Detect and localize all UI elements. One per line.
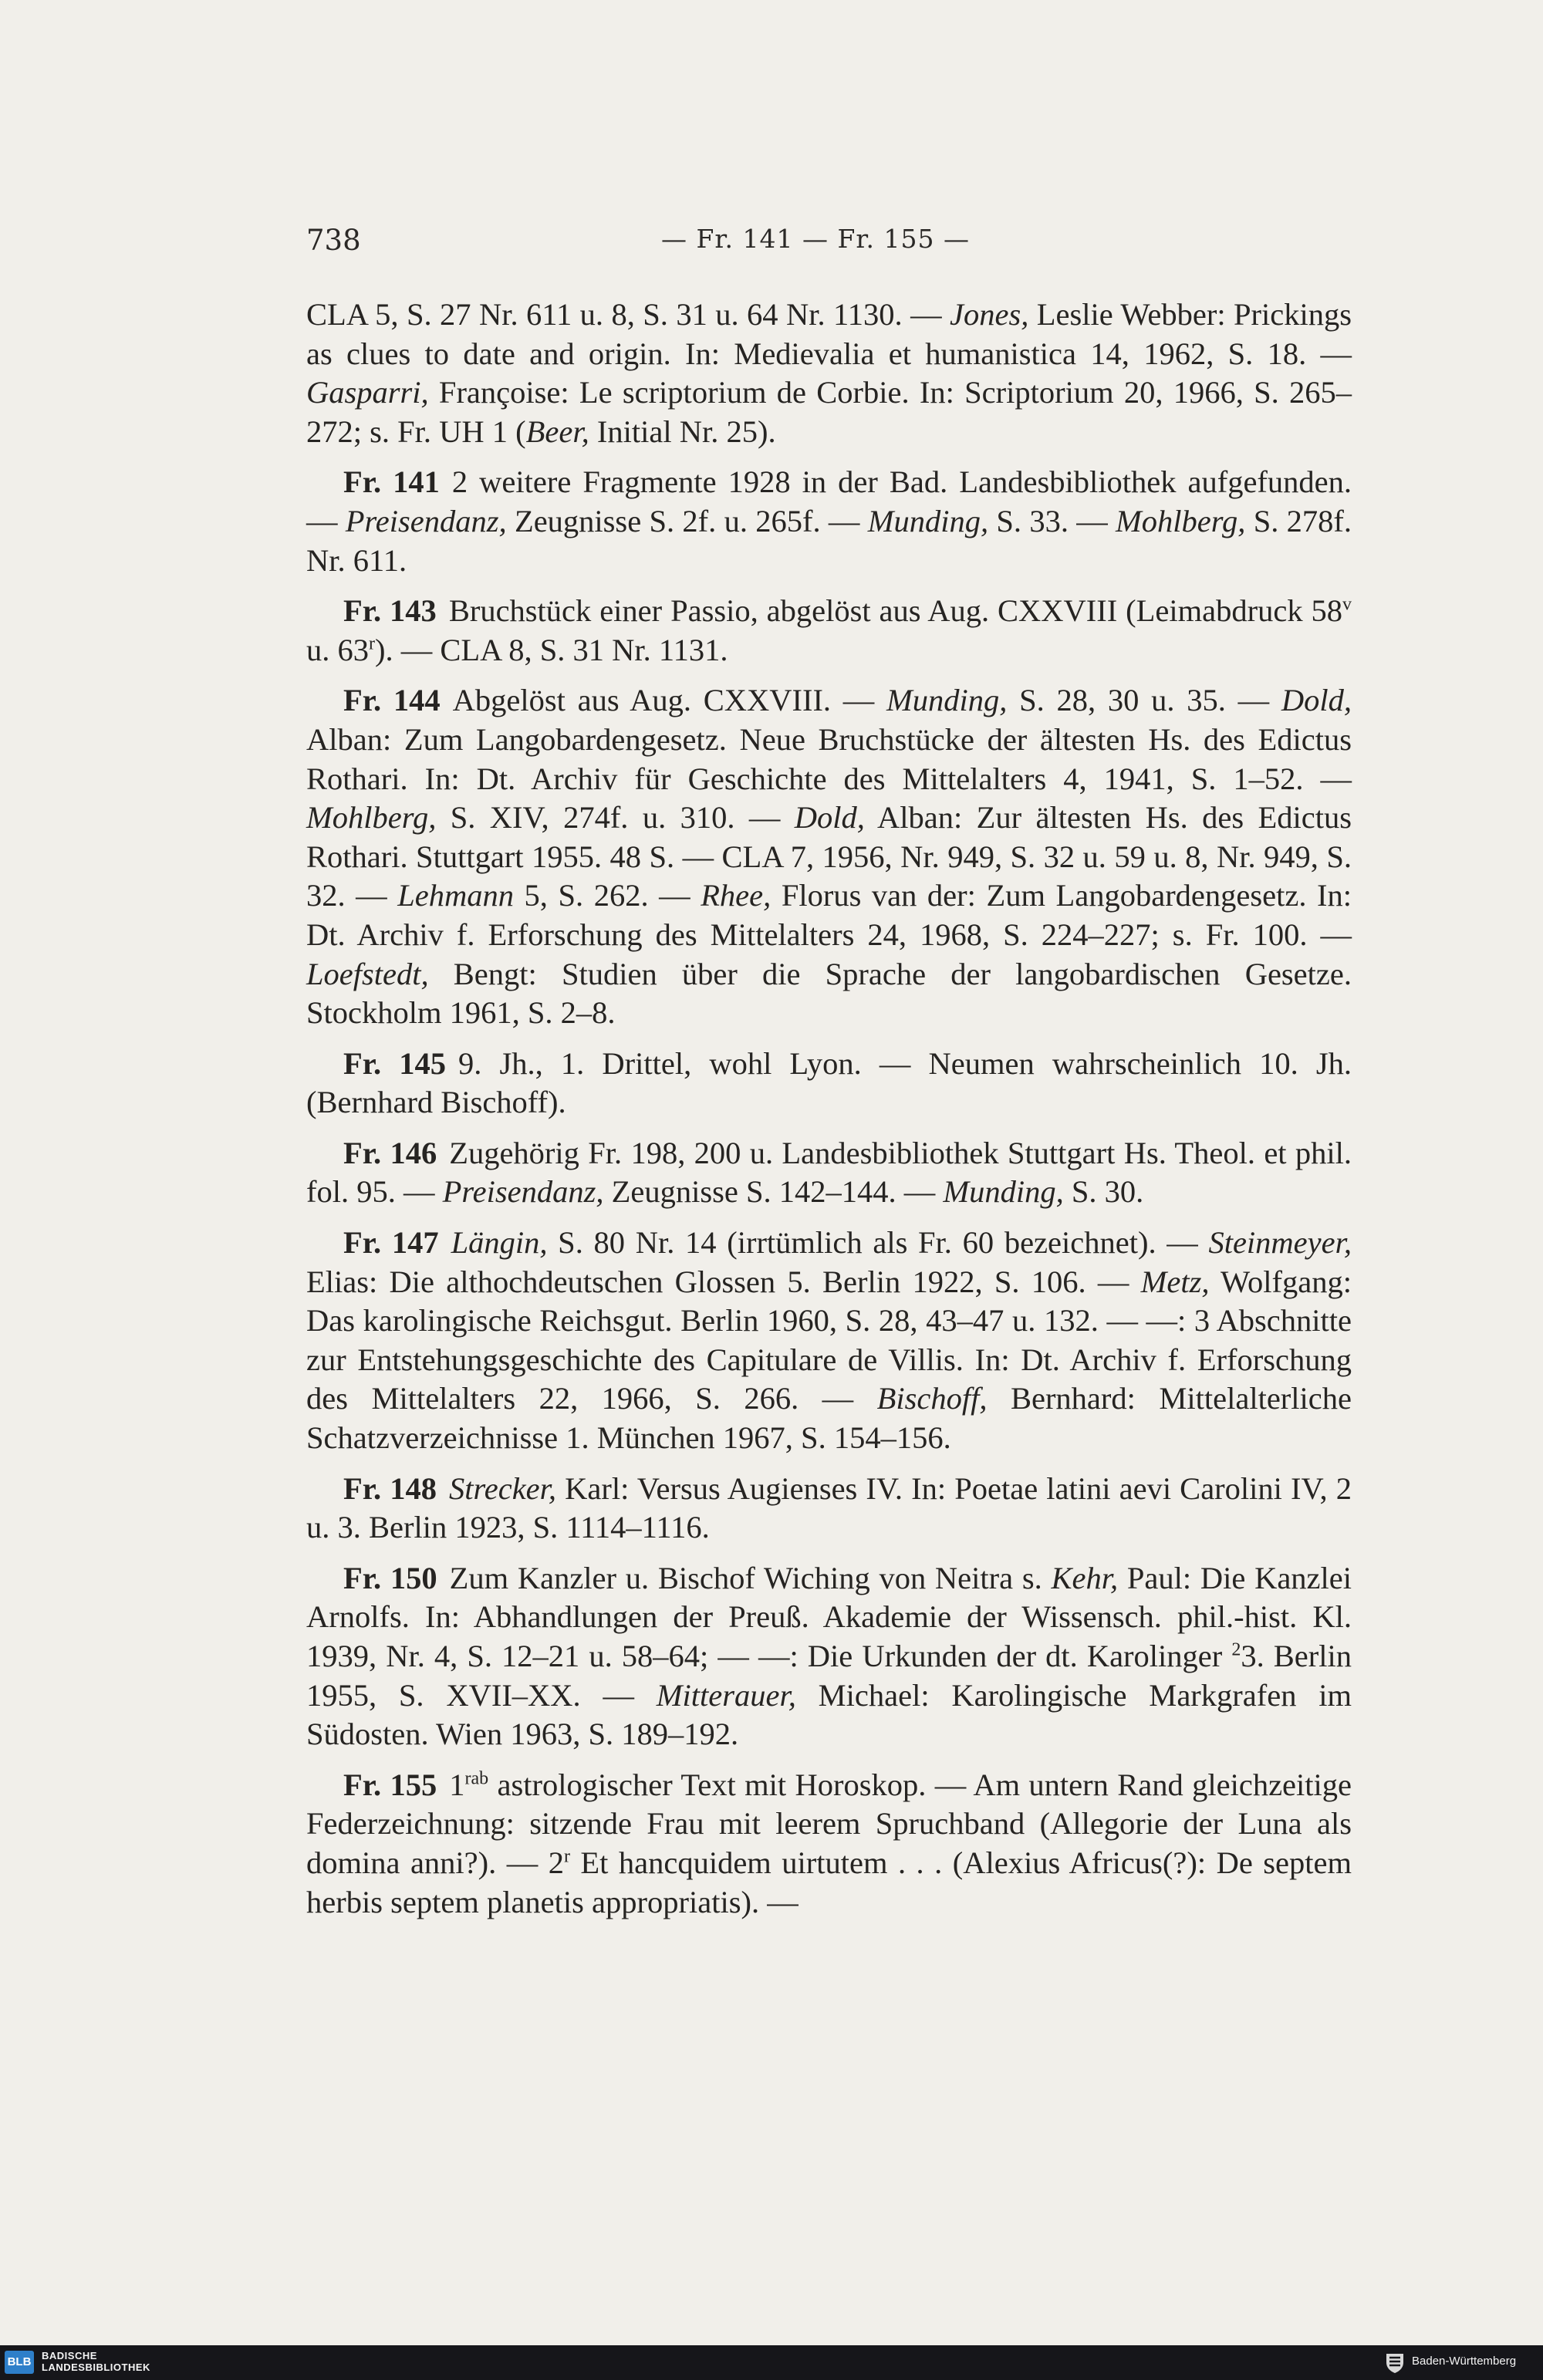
- baden-wuerttemberg-coat-of-arms-icon[interactable]: [1383, 2351, 1406, 2375]
- entry-text: Längin, S. 80 Nr. 14 (irrtümlich als Fr. 60 bezeichnet). — Steinmeyer, Elias: Die althochdeutschen Glossen 5. Berlin 1922, S. 106. — Metz, Wolfgang: Das karolingische Reichsgut. Berlin 1960, S. 28, 43–47 u. 132. — —: 3 Abschnitte zur Entstehungsgeschichte des Capitulare de Villis. In: Dt. Archiv f. Erforschung des Mittelalters 22, 1966, S. 266. — Bischoff, Bernhard: Mittelalterliche Schatzverzeichnisse 1. München 1967, S. 154–156.: [306, 1225, 1352, 1456]
- page-header: [306, 224, 1352, 270]
- entry-id: Fr. 146: [343, 1135, 437, 1170]
- entry-id: Fr. 147: [343, 1225, 439, 1261]
- body-text: [306, 295, 1352, 1933]
- entry-text: Zugehörig Fr. 198, 200 u. Landesbibliothek Stuttgart Hs. Theol. et phil. fol. 95. — Preisendanz, Zeugnisse S. 142–144. — Munding, S. 30.: [306, 1135, 1352, 1210]
- bibliography-entry: [306, 1559, 1352, 1754]
- entry-id: Fr. 155: [343, 1767, 437, 1802]
- entry-text: Zum Kanzler u. Bischof Wiching von Neitra s. Kehr, Paul: Die Kanzlei Arnolfs. In: Abhandlungen der Preuß. Akademie der Wissensch. phil.-hist. Kl. 1939, Nr. 4, S. 12–21 u. 58–64; — —: Die Urkunden der dt. Karolinger $^2$3. Berlin 1955, S. XVII–XX. — Mitterauer, Michael: Karolingische Markgrafen im Südosten. Wien 1963, S. 189–192.: [306, 1560, 1352, 1752]
- state-name: Baden-Württemberg: [1412, 2355, 1517, 2368]
- entry-id: Fr. 141: [343, 464, 440, 500]
- entry-text: 9. Jh., 1. Drittel, wohl Lyon. — Neumen wahrscheinlich 10. Jh. (Bernhard Bischoff).: [306, 1045, 1352, 1120]
- entry-text: Bruchstück einer Passio, abgelöst aus Aug. CXXVIII (Leimabdruck 58$^v$ u. 63$^r$). — CLA 8, S. 31 Nr. 1131.: [306, 593, 1352, 667]
- blb-logo[interactable]: BLB: [5, 2351, 34, 2374]
- entry-text: $1^{rab}$ astrologischer Text mit Horoskop. — Am untern Rand gleichzeitige Federzeichnung: sitzende Frau mit leerem Spruchband (Allegorie der Luna als domina anni?). — 2$^r$ Et hancquidem uirtutem . . . (Alexius Africus(?): De septem herbis septem planetis appropriatis). —: [306, 1767, 1352, 1919]
- library-name: [42, 2350, 150, 2373]
- bibliography-entry: [306, 1045, 1352, 1122]
- bibliography-entry: [306, 1224, 1352, 1458]
- entry-text: Strecker, Karl: Versus Augienses IV. In: Poetae latini aevi Carolini IV, 2 u. 3. Berlin 1923, S. 1114–1116.: [306, 1470, 1352, 1545]
- bibliography-entry: [306, 1470, 1352, 1548]
- entry-text: 2 weitere Fragmente 1928 in der Bad. Landesbibliothek aufgefunden. — Preisendanz, Zeugnisse S. 2f. u. 265f. — Munding, S. 33. — Mohlberg, S. 278f. Nr. 611.: [306, 464, 1352, 578]
- entry-id: Fr. 150: [343, 1560, 437, 1595]
- entry-id: Fr. 145: [343, 1045, 446, 1081]
- entry-text: Abgelöst aus Aug. CXXVIII. — Munding, S. 28, 30 u. 35. — Dold, Alban: Zum Langobardengesetz. Neue Bruchstücke der ältesten Hs. des Edictus Rothari. In: Dt. Archiv für Geschichte des Mittelalters 4, 1941, S. 1–52. — Mohlberg, S. XIV, 274f. u. 310. — Dold, Alban: Zur ältesten Hs. des Edictus Rothari. Stuttgart 1955. 48 S. — CLA 7, 1956, Nr. 949, S. 32 u. 59 u. 8, Nr. 949, S. 32. — Lehmann 5, S. 262. — Rhee, Florus van der: Zum Langobardengesetz. In: Dt. Archiv f. Erforschung des Mittelalters 24, 1968, S. 224–227; s. Fr. 100. — Loefstedt, Bengt: Studien über die Sprache der langobardischen Gesetze. Stockholm 1961, S. 2–8.: [306, 683, 1352, 1031]
- entry-id: Fr. 144: [343, 683, 441, 718]
- bibliography-entry: [306, 592, 1352, 670]
- bibliography-entry: [306, 463, 1352, 580]
- bibliography-entry: [306, 1766, 1352, 1922]
- entry-id: Fr. 148: [343, 1470, 437, 1506]
- entry-id: Fr. 143: [343, 593, 437, 629]
- library-name-line1: BADISCHE: [42, 2350, 97, 2361]
- library-name-line2: LANDESBIBLIOTHEK: [42, 2361, 150, 2373]
- page-number: 738: [306, 224, 361, 257]
- bibliography-entry: [306, 681, 1352, 1032]
- entry-text: CLA 5, S. 27 Nr. 611 u. 8, S. 31 u. 64 Nr. 1130. — Jones, Leslie Webber: Prickings as clues to date and origin. In: Medievalia et humanistica 14, 1962, S. 18. — Gasparri, Françoise: Le scriptorium de Corbie. In: Scriptorium 20, 1966, S. 265–272; s. Fr. UH 1 (Beer, Initial Nr. 25).: [306, 297, 1352, 449]
- entry-continuation: [306, 295, 1352, 451]
- bibliography-entry: [306, 1134, 1352, 1212]
- running-head: — Fr. 141 — Fr. 155 —: [661, 224, 970, 254]
- footer-bar: [0, 2345, 1543, 2380]
